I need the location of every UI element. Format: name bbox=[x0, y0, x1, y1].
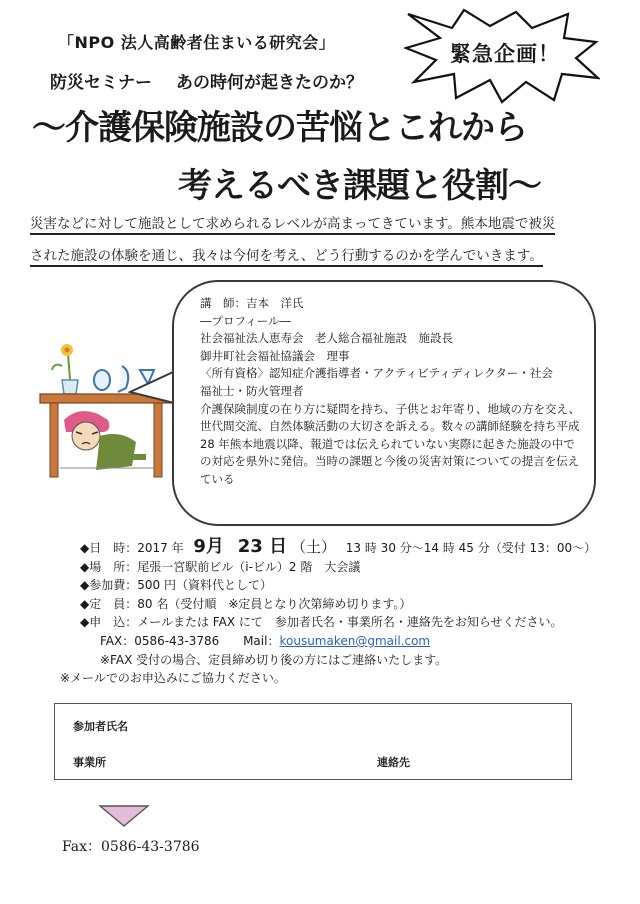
profile-line: 〈所有資格〉認知症介護指導者・アクティビティディレクター・社会 bbox=[200, 366, 553, 381]
date-weekday: （土） bbox=[290, 538, 336, 556]
contact-row: FAX：0586-43-3786 Mail：kousumaken@gmail.com bbox=[100, 633, 431, 648]
urgent-badge: 緊急企画！ bbox=[450, 42, 560, 66]
lead-text-line1: 災害などに対して施設として求められるレベルが高まってきています。熊本地震で被災 bbox=[30, 212, 610, 232]
date-day: 23 日 bbox=[237, 536, 288, 557]
capacity-row: ◆定 員：80 名（受付順 ※定員となり次第締め切ります。） bbox=[80, 596, 412, 611]
main-title-line1: ～介護保険施設の苦悩とこれから bbox=[32, 108, 527, 148]
lead-text-line2: された施設の体験を通じ、我々は今何を考え、どう行動するのかを学んでいきます。 bbox=[30, 244, 610, 264]
speaker-profile bbox=[200, 295, 582, 489]
profile-line: 福祉士・防火管理者 bbox=[200, 383, 304, 398]
footer-fax: Fax：0586-43-3786 bbox=[62, 839, 200, 855]
contact-label: 連絡先 bbox=[377, 756, 410, 769]
speaker-name: 講 師：吉本 洋氏 bbox=[200, 296, 304, 310]
apply-row: ◆申 込：メールまたは FAX にて 参加者氏名・事業所名・連絡先をお知らせください。 bbox=[80, 615, 563, 630]
venue-row: ◆場 所：尾張一宮駅前ビル（i-ビル）2 階 大会議 bbox=[80, 559, 361, 574]
date-row: ◆日 時：2017 年 9月 23 日 （土） 13 時 30 分～14 時 45 分（受付 13：00～） bbox=[80, 536, 597, 557]
seminar-subtitle bbox=[50, 68, 387, 93]
speaker-bio: 介護保険制度の在り方に疑問を持ち、子供とお年寄り、地域の方を交え、世代間交流、自然体験活動の大切さを訴える。数々の講師経験を持ち平成 28 年熊本地震以降、報道では伝えられていない実際に起きた施設の中での対応を県外に発信。当時の課題と今後の災害対策についての提言を伝えている bbox=[200, 401, 581, 486]
organization-name: 「NPO 法人高齢者住まいる研究会」 bbox=[58, 33, 336, 52]
down-arrow-icon bbox=[98, 804, 150, 828]
seminar-label: 防災セミナー bbox=[50, 73, 152, 93]
fax-number: FAX：0586-43-3786 bbox=[100, 633, 220, 648]
fax-note: ※FAX 受付の場合、定員締め切り後の方にはご連絡いたします。 bbox=[100, 652, 448, 667]
application-form bbox=[54, 703, 572, 780]
profile-line: 御井町社会福祉協議会 理事 bbox=[200, 348, 350, 363]
profile-heading: ―プロフィール― bbox=[200, 313, 291, 328]
date-time: 13 時 30 分～14 時 45 分（受付 13：00～） bbox=[345, 541, 597, 555]
profile-line: 社会福祉法人恵寿会 老人総合福祉施設 施設長 bbox=[200, 331, 453, 346]
event-details bbox=[60, 536, 597, 688]
date-month: 9月 bbox=[193, 536, 224, 557]
main-title-line2: 考えるべき課題と役割～ bbox=[178, 166, 541, 206]
seminar-question: あの時何が起きたのか？ bbox=[176, 73, 363, 93]
office-label: 事業所 bbox=[73, 756, 106, 769]
participant-name-label: 参加者氏名 bbox=[73, 720, 128, 733]
mail-link[interactable]: kousumaken@gmail.com bbox=[279, 633, 431, 648]
fee-row: ◆参加費：500 円（資料代として） bbox=[80, 578, 272, 593]
mail-note: ※メールでのお申込みにご協力ください。 bbox=[60, 671, 286, 686]
